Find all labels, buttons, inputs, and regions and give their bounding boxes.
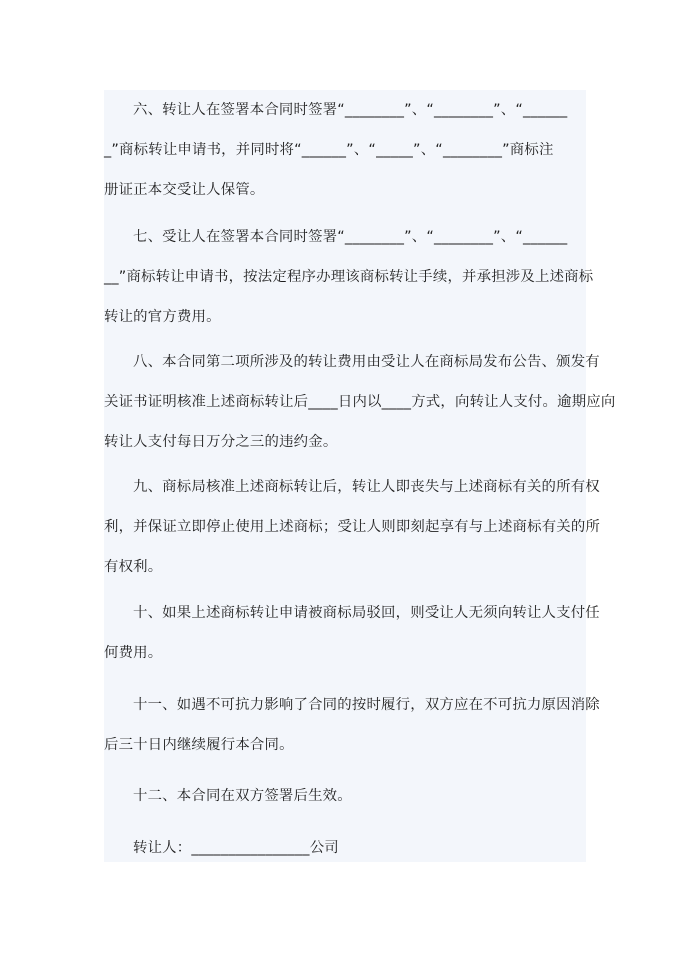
clause-12-paragraph [104, 776, 586, 816]
text-line: 后三十日内继续履行本合同。 [104, 737, 294, 753]
signature-transferor [104, 828, 586, 868]
clause-7-paragraph [104, 217, 594, 337]
signature-line: 转让人：________________公司 [133, 840, 339, 856]
text-line: 六、转让人在签署本合同时签署“________”、“________”、“______ [133, 102, 568, 118]
text-line: 九、商标局核准上述商标转让后，转让人即丧失与上述商标有关的所有权 [133, 479, 600, 495]
document-body [104, 90, 616, 862]
text-line: 十一、如遇不可抗力影响了合同的按时履行，双方应在不可抗力原因消除 [133, 697, 600, 713]
text-line: 何费用。 [104, 645, 163, 661]
clause-6-paragraph [104, 90, 586, 210]
clause-10-paragraph [104, 593, 600, 673]
clause-9-paragraph [104, 467, 601, 587]
text-line: _”商标转让申请书，并同时将“______”、“_____”、“________”商标注 [104, 142, 554, 158]
text-line: 转让的官方费用。 [104, 309, 221, 325]
text-line: 十、如果上述商标转让申请被商标局驳回，则受让人无须向转让人支付任 [133, 605, 600, 621]
text-line: __”商标转让申请书，按法定程序办理该商标转让手续，并承担涉及上述商标 [104, 269, 594, 285]
clause-8-paragraph [104, 342, 616, 462]
text-line: 册证正本交受让人保管。 [104, 182, 265, 198]
text-line: 八、本合同第二项所涉及的转让费用由受让人在商标局发布公告、颁发有 [133, 354, 600, 370]
clause-11-paragraph [104, 685, 600, 765]
text-line: 利，并保证立即停止使用上述商标；受让人则即刻起享有与上述商标有关的所 [104, 519, 601, 535]
text-line: 七、受让人在签署本合同时签署“________”、“________”、“______ [133, 229, 568, 245]
text-line: 转让人支付每日万分之三的违约金。 [104, 434, 338, 450]
text-line: 有权利。 [104, 559, 163, 575]
text-line: 关证书证明核准上述商标转让后____日内以____方式，向转让人支付。逾期应向 [104, 394, 616, 410]
text-line: 十二、本合同在双方签署后生效。 [133, 788, 352, 804]
